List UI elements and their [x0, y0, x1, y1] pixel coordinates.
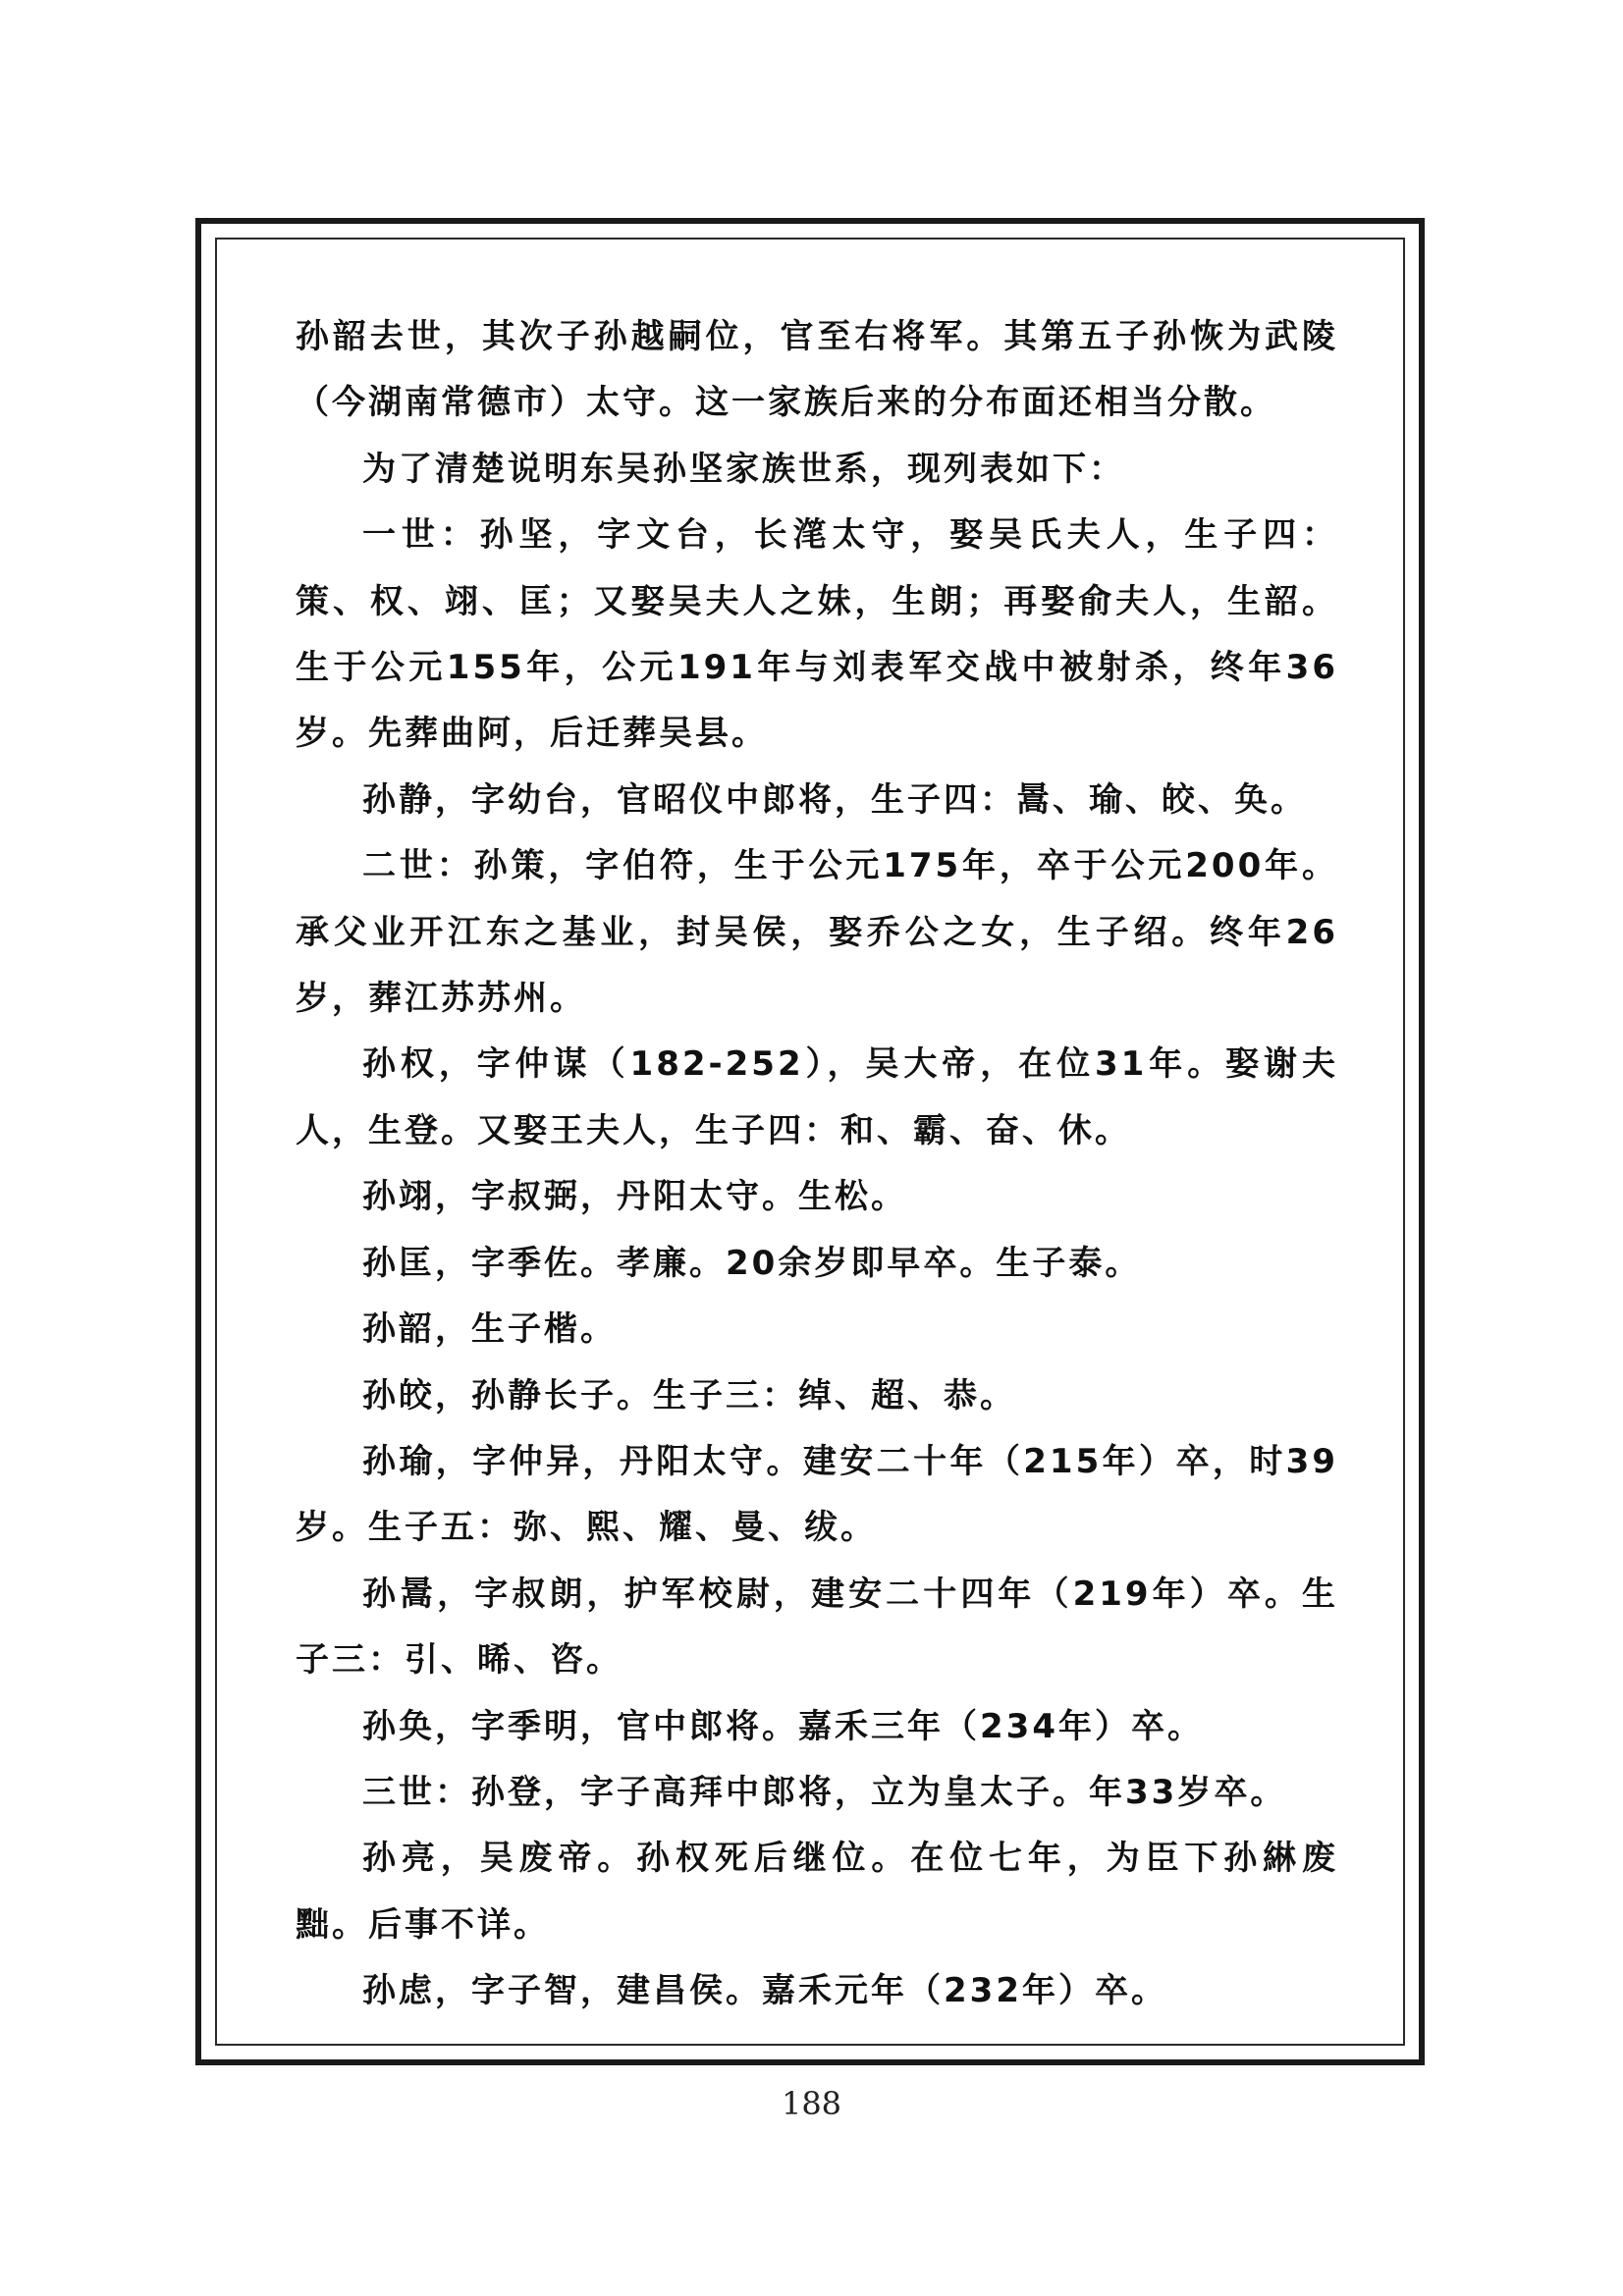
paragraph: 孙皎，孙静长子。生子三：绰、超、恭。	[362, 1375, 1016, 1415]
paragraph: 三世：孙登，字子高拜中郎将，立为皇太子。年33岁卒。	[362, 1772, 1287, 1812]
paragraph: 孙韶去世，其次子孙越嗣位，官至右将军。其第五子孙恢为武陵（今湖南常德市）太守。这一家族后来的分布面还相当分散。	[296, 317, 1338, 423]
paragraph: 为了清楚说明东吴孙坚家族世系，现列表如下：	[362, 449, 1125, 489]
paragraph: 孙匡，字季佐。孝廉。20余岁即早卒。生子泰。	[362, 1243, 1142, 1283]
page-number: 188	[781, 2085, 842, 2122]
paragraph: 二世：孙策，字伯符，生于公元175年，卒于公元200年。承父业开江东之基业，封吴侯，娶乔公之女，生子绍。终年26岁，葬江苏苏州。	[296, 846, 1338, 1019]
paragraph: 孙虑，字子智，建昌侯。嘉禾元年（232年）卒。	[362, 1971, 1167, 2011]
outer-page-frame	[195, 218, 1425, 2065]
paragraph: 孙奂，字季明，官中郎将。嘉禾三年（234年）卒。	[362, 1706, 1204, 1746]
paragraph: 一世：孙坚，字文台，长滗太守，娶吴氏夫人，生子四：策、权、翊、匡；又娶吴夫人之妹，生朗；再娶俞夫人，生韶。生于公元155年，公元191年与刘表军交战中被射杀，终年36岁。先葬曲阿，后迁葬吴县。	[296, 515, 1338, 754]
paragraph: 孙权，字仲谋（182-252），吴大帝，在位31年。娶谢夫人，生登。又娶王夫人，生子四：和、霸、奋、休。	[296, 1044, 1338, 1150]
body-text	[296, 304, 1338, 2025]
inner-page-frame	[215, 238, 1405, 2046]
paragraph: 孙韶，生子楷。	[362, 1309, 617, 1350]
paragraph: 孙亮，吴废帝。孙权死后继位。在位七年，为臣下孙綝废黜。后事不详。	[296, 1839, 1338, 1945]
paragraph: 孙翊，字叔弼，丹阳太守。生松。	[362, 1177, 907, 1217]
paragraph: 孙暠，字叔朗，护军校尉，建安二十四年（219年）卒。生子三：引、晞、咨。	[296, 1574, 1338, 1681]
paragraph: 孙瑜，字仲异，丹阳太守。建安二十年（215年）卒，时39岁。生子五：弥、熙、耀、曼、绂。	[296, 1441, 1338, 1548]
paragraph: 孙静，字幼台，官昭仪中郎将，生子四：暠、瑜、皎、奂。	[362, 779, 1307, 820]
